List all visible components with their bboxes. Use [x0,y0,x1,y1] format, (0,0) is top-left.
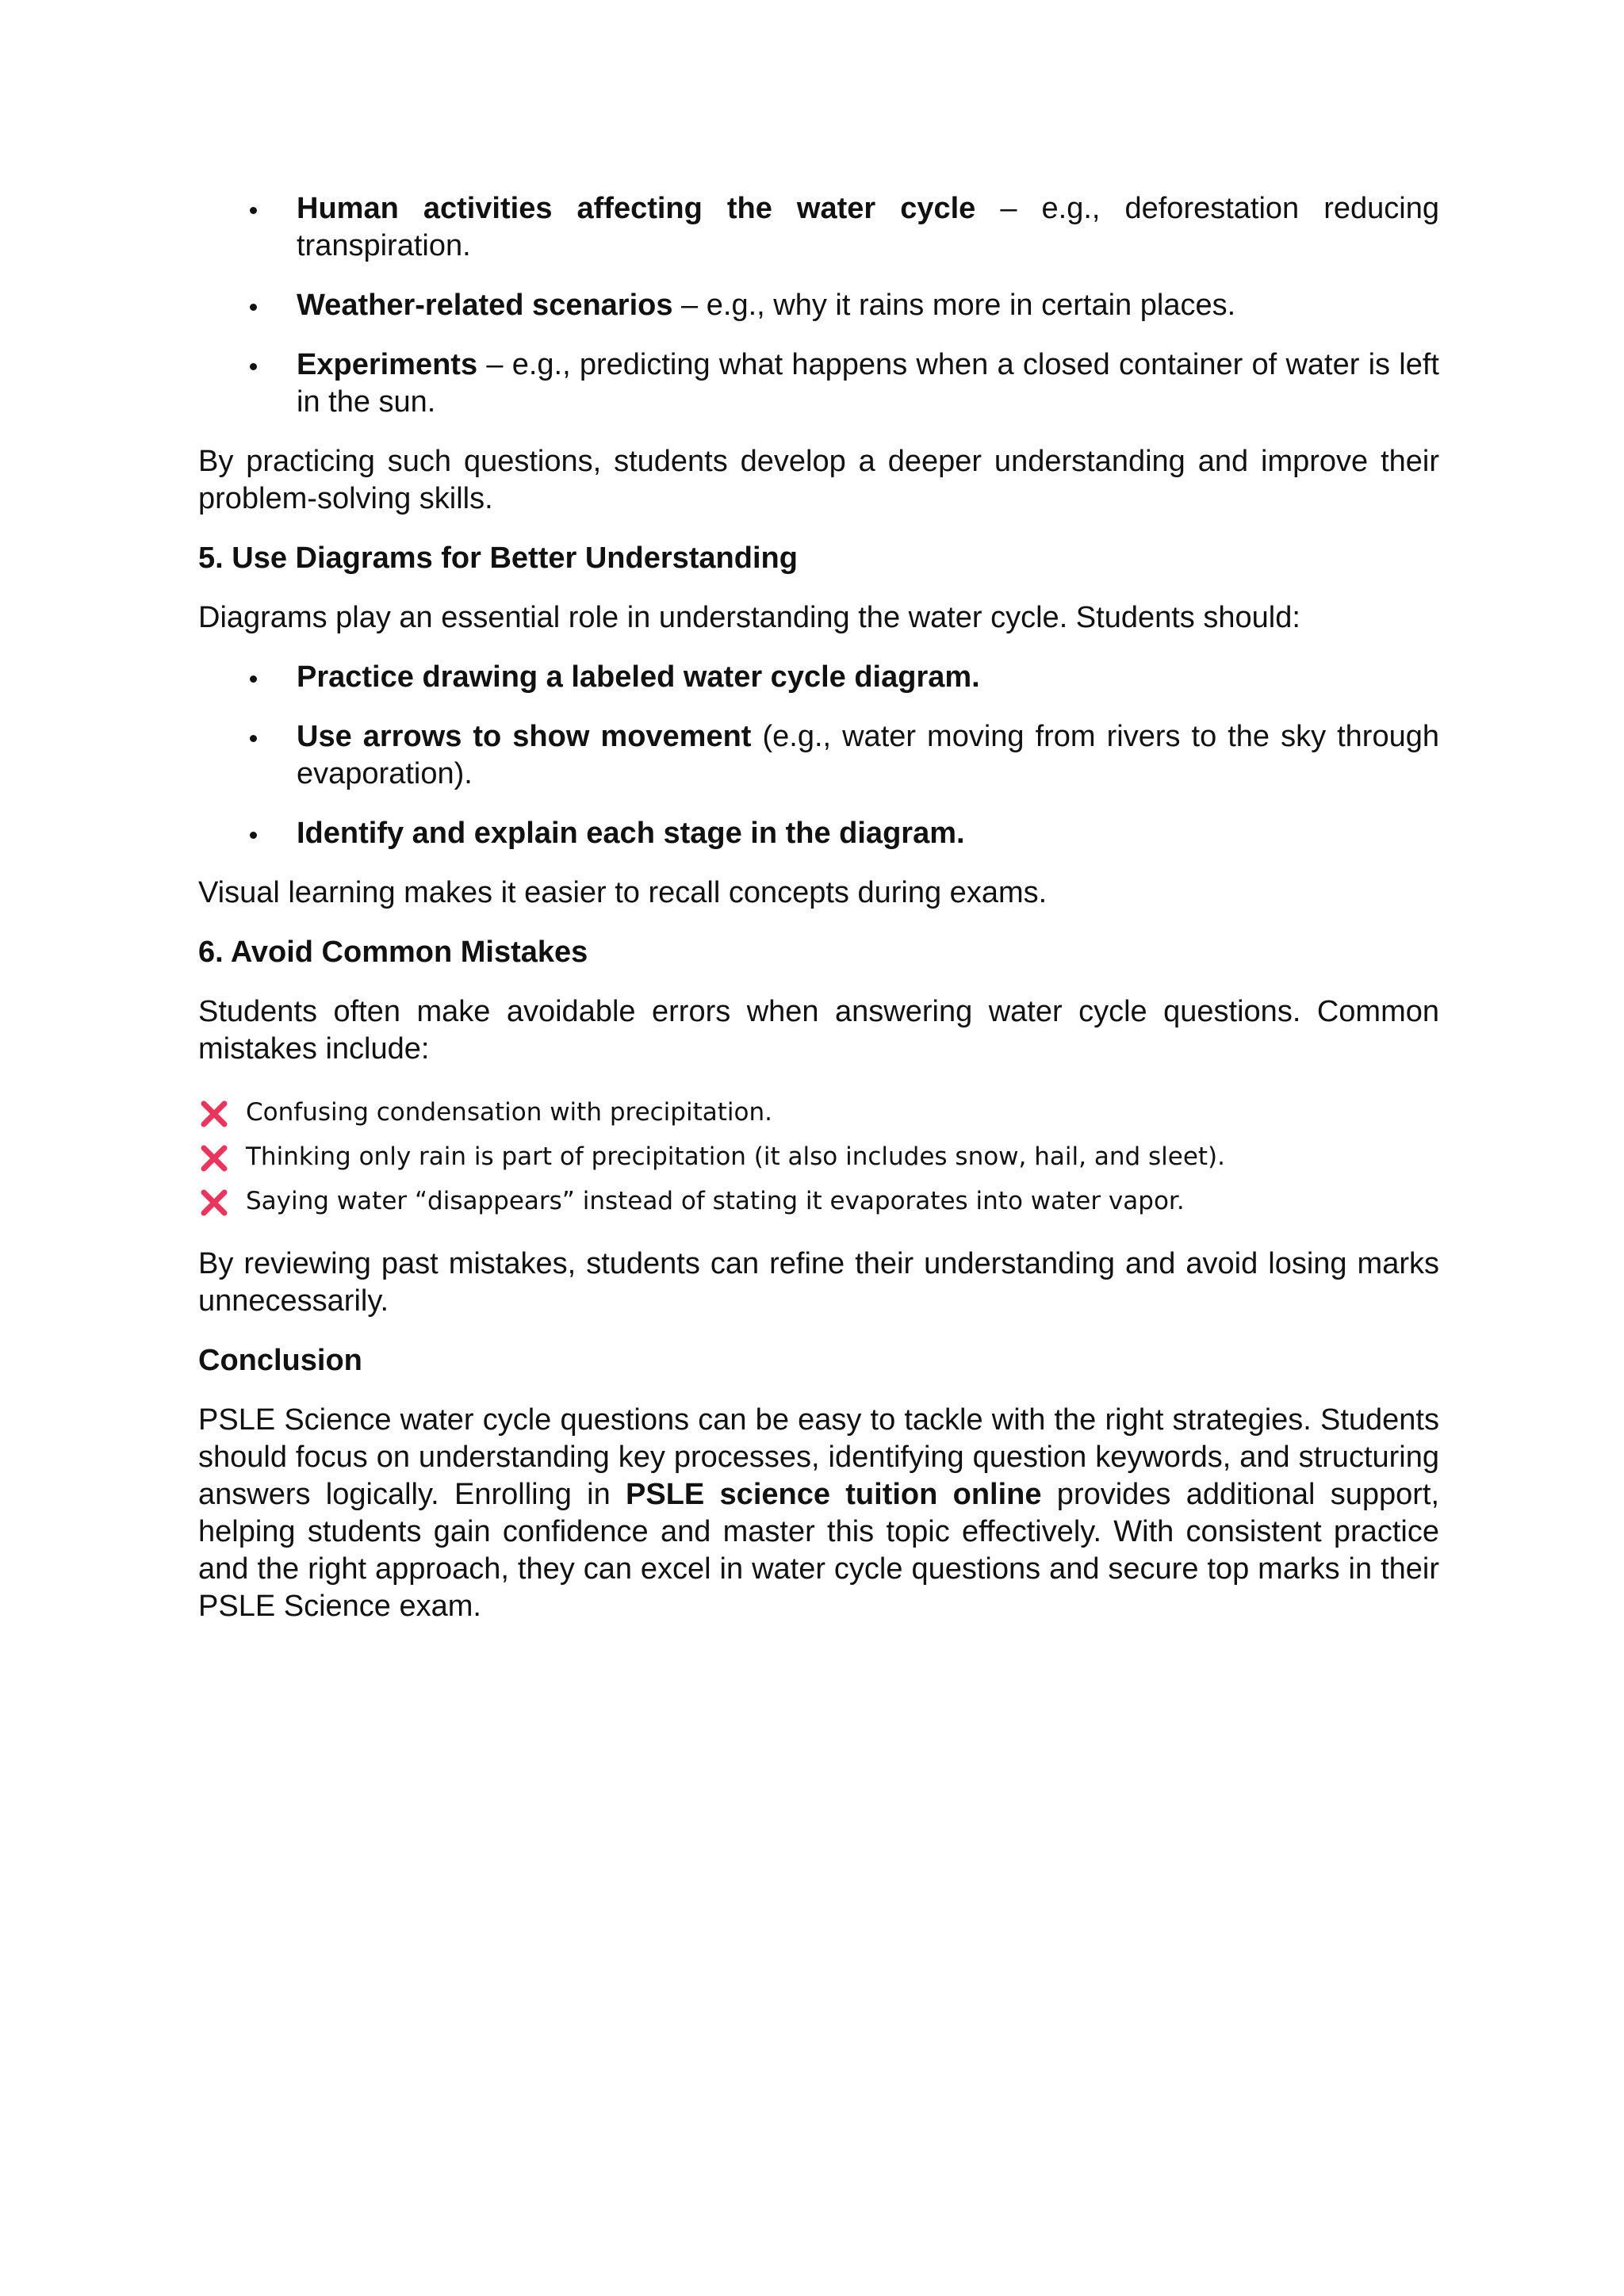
practice-paragraph: By practicing such questions, students develop a deeper understanding and improve their problem-solving skills. [198,445,1439,515]
bullet-text: – e.g., deforestation reducing transpiration. [297,192,1439,262]
conclusion-text-before: PSLE Science water cycle questions can be easy to tackle with the right strategies. Students should focus on understanding key processes, identifying question keywords, and structuring answers logically. Enrolling in [198,1403,1439,1511]
mistake-text: Thinking only rain is part of precipitation (it also includes snow, hail, and sleet). [246,1142,1226,1171]
bullet-dot-icon [250,363,257,370]
conclusion-heading: Conclusion [198,1344,362,1377]
conclusion-bold-link-text: PSLE science tuition online [626,1478,1042,1511]
top-bullet-list [198,190,1439,421]
cross-mark-icon [200,1188,228,1217]
mistake-text: Confusing condensation with precipitation. [246,1098,772,1127]
list-item [198,718,1439,793]
bullet-bold-text: Practice drawing a labeled water cycle diagram. [297,660,980,694]
mistake-item [198,1179,1439,1223]
section-6-outro: By reviewing past mistakes, students can refine their understanding and avoid losing marks unnecessarily. [198,1247,1439,1318]
cross-mark-icon [200,1100,228,1128]
section-6-intro: Students often make avoidable errors when answering water cycle questions. Common mistakes include: [198,995,1439,1066]
list-item [198,659,1439,696]
conclusion-paragraph [198,1402,1439,1625]
bullet-dot-icon [250,304,257,311]
section-6-heading: 6. Avoid Common Mistakes [198,936,588,969]
bullet-bold-text: Use arrows to show movement [297,720,752,753]
cross-mark-icon [200,1144,228,1173]
list-item [198,287,1439,324]
list-item [198,815,1439,852]
conclusion-text-after: provides additional support, helping students gain confidence and master this topic effectively. With consistent practice and the right approach, they can excel in water cycle questions and secure top marks in their PSLE Science exam. [198,1478,1440,1623]
bullet-text: – e.g., why it rains more in certain places. [672,289,1236,322]
diagram-bullet-list [198,659,1439,852]
bullet-bold-text: Identify and explain each stage in the diagram. [297,817,965,850]
bullet-dot-icon [250,832,257,839]
mistake-item [198,1090,1439,1135]
section-5-heading: 5. Use Diagrams for Better Understanding [198,541,798,575]
section-5-outro: Visual learning makes it easier to recall concepts during exams. [198,876,1048,909]
document-page [198,190,1439,1647]
mistake-text: Saying water “disappears” instead of stating it evaporates into water vapor. [246,1187,1185,1215]
bullet-text: (e.g., water moving from rivers to the sky through evaporation). [297,720,1439,790]
list-item [198,346,1439,421]
mistakes-list [198,1090,1439,1223]
bullet-dot-icon [250,735,257,742]
list-item [198,190,1439,265]
bullet-text: – e.g., predicting what happens when a closed container of water is left in the sun. [297,348,1439,419]
bullet-bold-text: Weather-related scenarios [297,289,673,322]
section-5-intro: Diagrams play an essential role in understanding the water cycle. Students should: [198,601,1300,634]
mistake-item [198,1135,1439,1179]
bullet-bold-text: Experiments [297,348,478,381]
bullet-dot-icon [250,207,257,214]
bullet-dot-icon [250,675,257,683]
bullet-bold-text: Human activities affecting the water cycle [297,192,976,225]
